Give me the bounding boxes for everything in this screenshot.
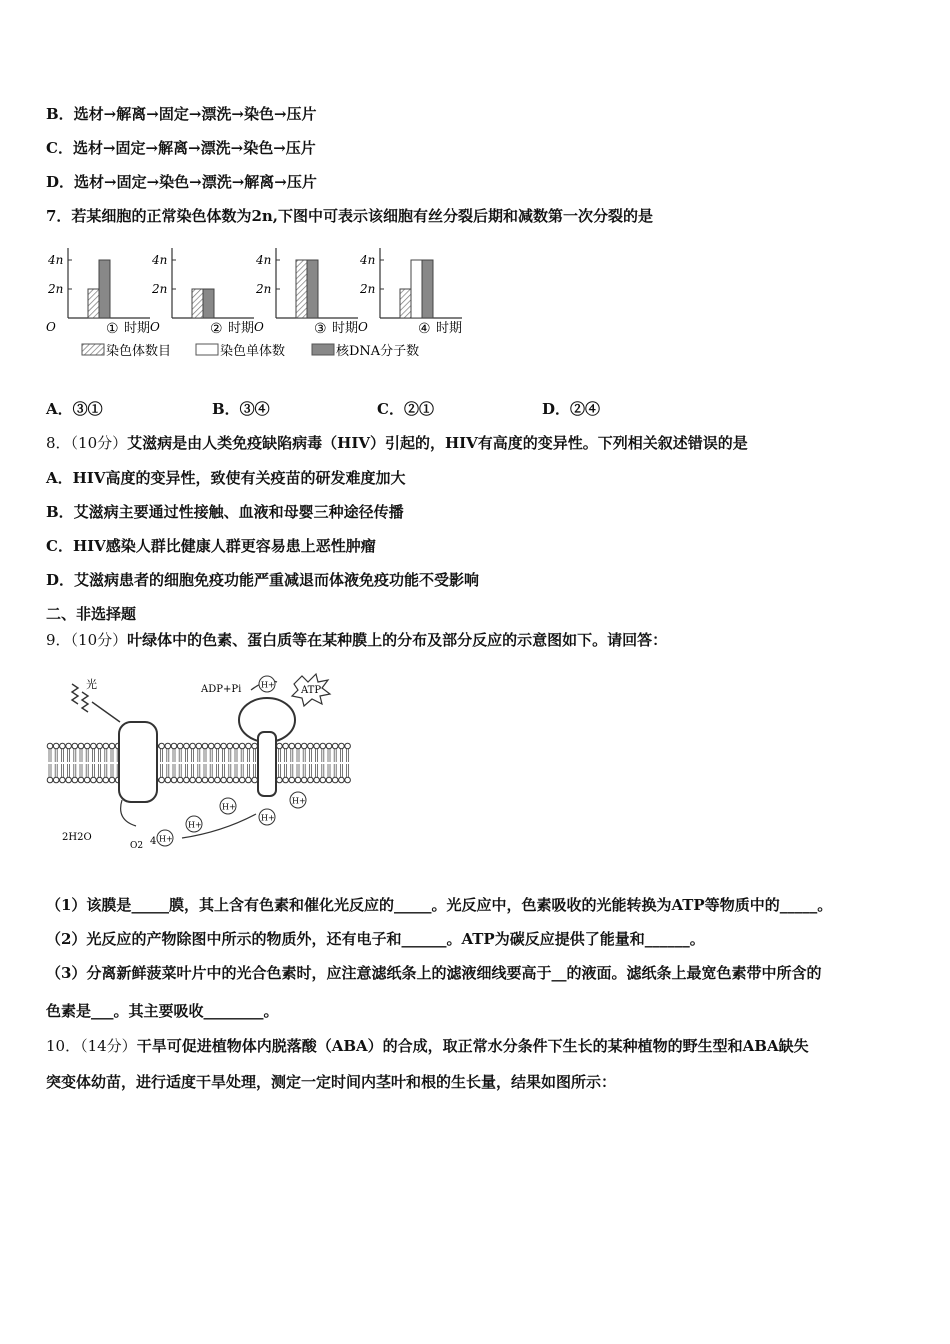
x-axis-label: 时期: [228, 321, 255, 336]
q7-option-b: B．③④: [212, 400, 270, 418]
thylakoid-membrane-diagram: [46, 662, 356, 852]
q9-stem: 9．（10分）叶绿体中的色素、蛋白质等在某种膜上的分布及部分反应的示意图如下。请回答：: [46, 631, 668, 649]
water-split-arrow: [121, 800, 136, 826]
q7-option-a: A．③①: [46, 400, 103, 418]
h-plus-label: H+: [261, 813, 275, 823]
x-axis-label: 时期: [124, 321, 151, 336]
four-label: 4: [150, 836, 157, 847]
origin-label: O: [358, 320, 368, 334]
h-plus-label: H+: [159, 834, 173, 844]
y-tick-label: 4n: [256, 253, 272, 267]
bar-③-2: [307, 260, 318, 318]
light-wave-icon: [72, 684, 78, 704]
q7-bar-charts: [46, 240, 476, 370]
photosystem-protein: [119, 722, 157, 802]
h-plus-label: H+: [222, 802, 236, 812]
bar-①-2: [99, 260, 110, 318]
origin-label: O: [150, 320, 160, 334]
q6-option-d: D．选材→固定→染色→漂洗→解离→压片: [46, 173, 317, 191]
y-tick-label: 2n: [256, 282, 272, 296]
q7-stem: 7．若某细胞的正常染色体数为2n,下图中可表示该细胞有丝分裂后期和减数第一次分裂的是: [46, 207, 654, 225]
legend-swatch-chromatid: [196, 344, 218, 355]
h-plus-label: H+: [261, 680, 275, 690]
category-label: ④: [418, 321, 431, 337]
h-plus-label: H+: [292, 796, 306, 806]
category-label: ③: [314, 321, 327, 337]
q8-option-b: B．艾滋病主要通过性接触、血液和母婴三种途径传播: [46, 503, 404, 521]
bar-①-0: [88, 289, 99, 318]
y-tick-label: 4n: [152, 253, 168, 267]
bar-④-2: [422, 260, 433, 318]
q8-stem: 8．（10分）艾滋病是由人类免疫缺陷病毒（HIV）引起的，HIV有高度的变异性。下列相关叙述错误的是: [46, 434, 748, 452]
bar-④-1: [411, 260, 422, 318]
q9-sub3-line2: 色素是___。其主要吸收________。: [46, 1002, 279, 1020]
legend-chromosome: 染色体数目: [106, 344, 172, 359]
origin-label: O: [254, 320, 264, 334]
legend-swatch-dna: [312, 344, 334, 355]
q7-option-d: D．②④: [542, 400, 601, 418]
lipid-bilayer: [47, 743, 350, 783]
section-title: 二、非选择题: [46, 605, 137, 623]
y-tick-label: 2n: [152, 282, 168, 296]
light-arrow: [92, 702, 120, 722]
q9-sub1: （1）该膜是_____膜，其上含有色素和催化光反应的_____。光反应中，色素吸收的光能转换为ATP等物质中的_____。: [46, 896, 833, 914]
bar-②-2: [203, 289, 214, 318]
y-tick-label: 4n: [48, 253, 64, 267]
atp-synthase-stalk: [258, 732, 276, 796]
q10-stem-line1: 10．（14分）干旱可促进植物体内脱落酸（ABA）的合成，取正常水分条件下生长的某种植物的野生型和ABA缺失: [46, 1037, 809, 1055]
q9-sub2: （2）光反应的产物除图中所示的物质外，还有电子和______。ATP为碳反应提供了能量和______。: [46, 930, 705, 948]
legend-dna: 核DNA分子数: [336, 344, 420, 359]
category-label: ①: [106, 321, 119, 337]
q8-option-c: C．HIV感染人群比健康人群更容易患上恶性肿瘤: [46, 537, 376, 555]
bar-④-0: [400, 289, 411, 318]
legend-chromatid: 染色单体数: [220, 344, 286, 359]
adp-label: ADP+Pi: [201, 684, 242, 695]
y-tick-label: 2n: [360, 282, 376, 296]
water-label: 2H2O: [62, 832, 92, 843]
origin-label: O: [46, 320, 56, 334]
y-tick-label: 4n: [360, 253, 376, 267]
q7-option-c: C．②①: [377, 400, 434, 418]
y-tick-label: 2n: [48, 282, 64, 296]
category-label: ②: [210, 321, 223, 337]
bar-③-0: [296, 260, 307, 318]
light-label: 光: [86, 678, 97, 691]
x-axis-label: 时期: [332, 321, 359, 336]
atp-label: ATP: [301, 685, 322, 696]
q6-option-b: B．选材→解离→固定→漂洗→染色→压片: [46, 105, 317, 123]
h-plus-label: H+: [188, 820, 202, 830]
q9-sub3-line1: （3）分离新鲜菠菜叶片中的光合色素时，应注意滤纸条上的滤液细线要高于__的液面。滤纸条上最宽色素带中所含的: [46, 964, 822, 982]
q6-option-c: C．选材→固定→解离→漂洗→染色→压片: [46, 139, 316, 157]
x-axis-label: 时期: [436, 321, 463, 336]
o2-label: O2: [130, 841, 144, 851]
legend-swatch-chromosome: [82, 344, 104, 355]
q10-stem-line2: 突变体幼苗，进行适度干旱处理，测定一定时间内茎叶和根的生长量，结果如图所示：: [46, 1073, 617, 1091]
bar-②-0: [192, 289, 203, 318]
q8-option-a: A．HIV高度的变异性，致使有关疫苗的研发难度加大: [46, 469, 406, 487]
q8-option-d: D．艾滋病患者的细胞免疫功能严重减退而体液免疫功能不受影响: [46, 571, 480, 589]
